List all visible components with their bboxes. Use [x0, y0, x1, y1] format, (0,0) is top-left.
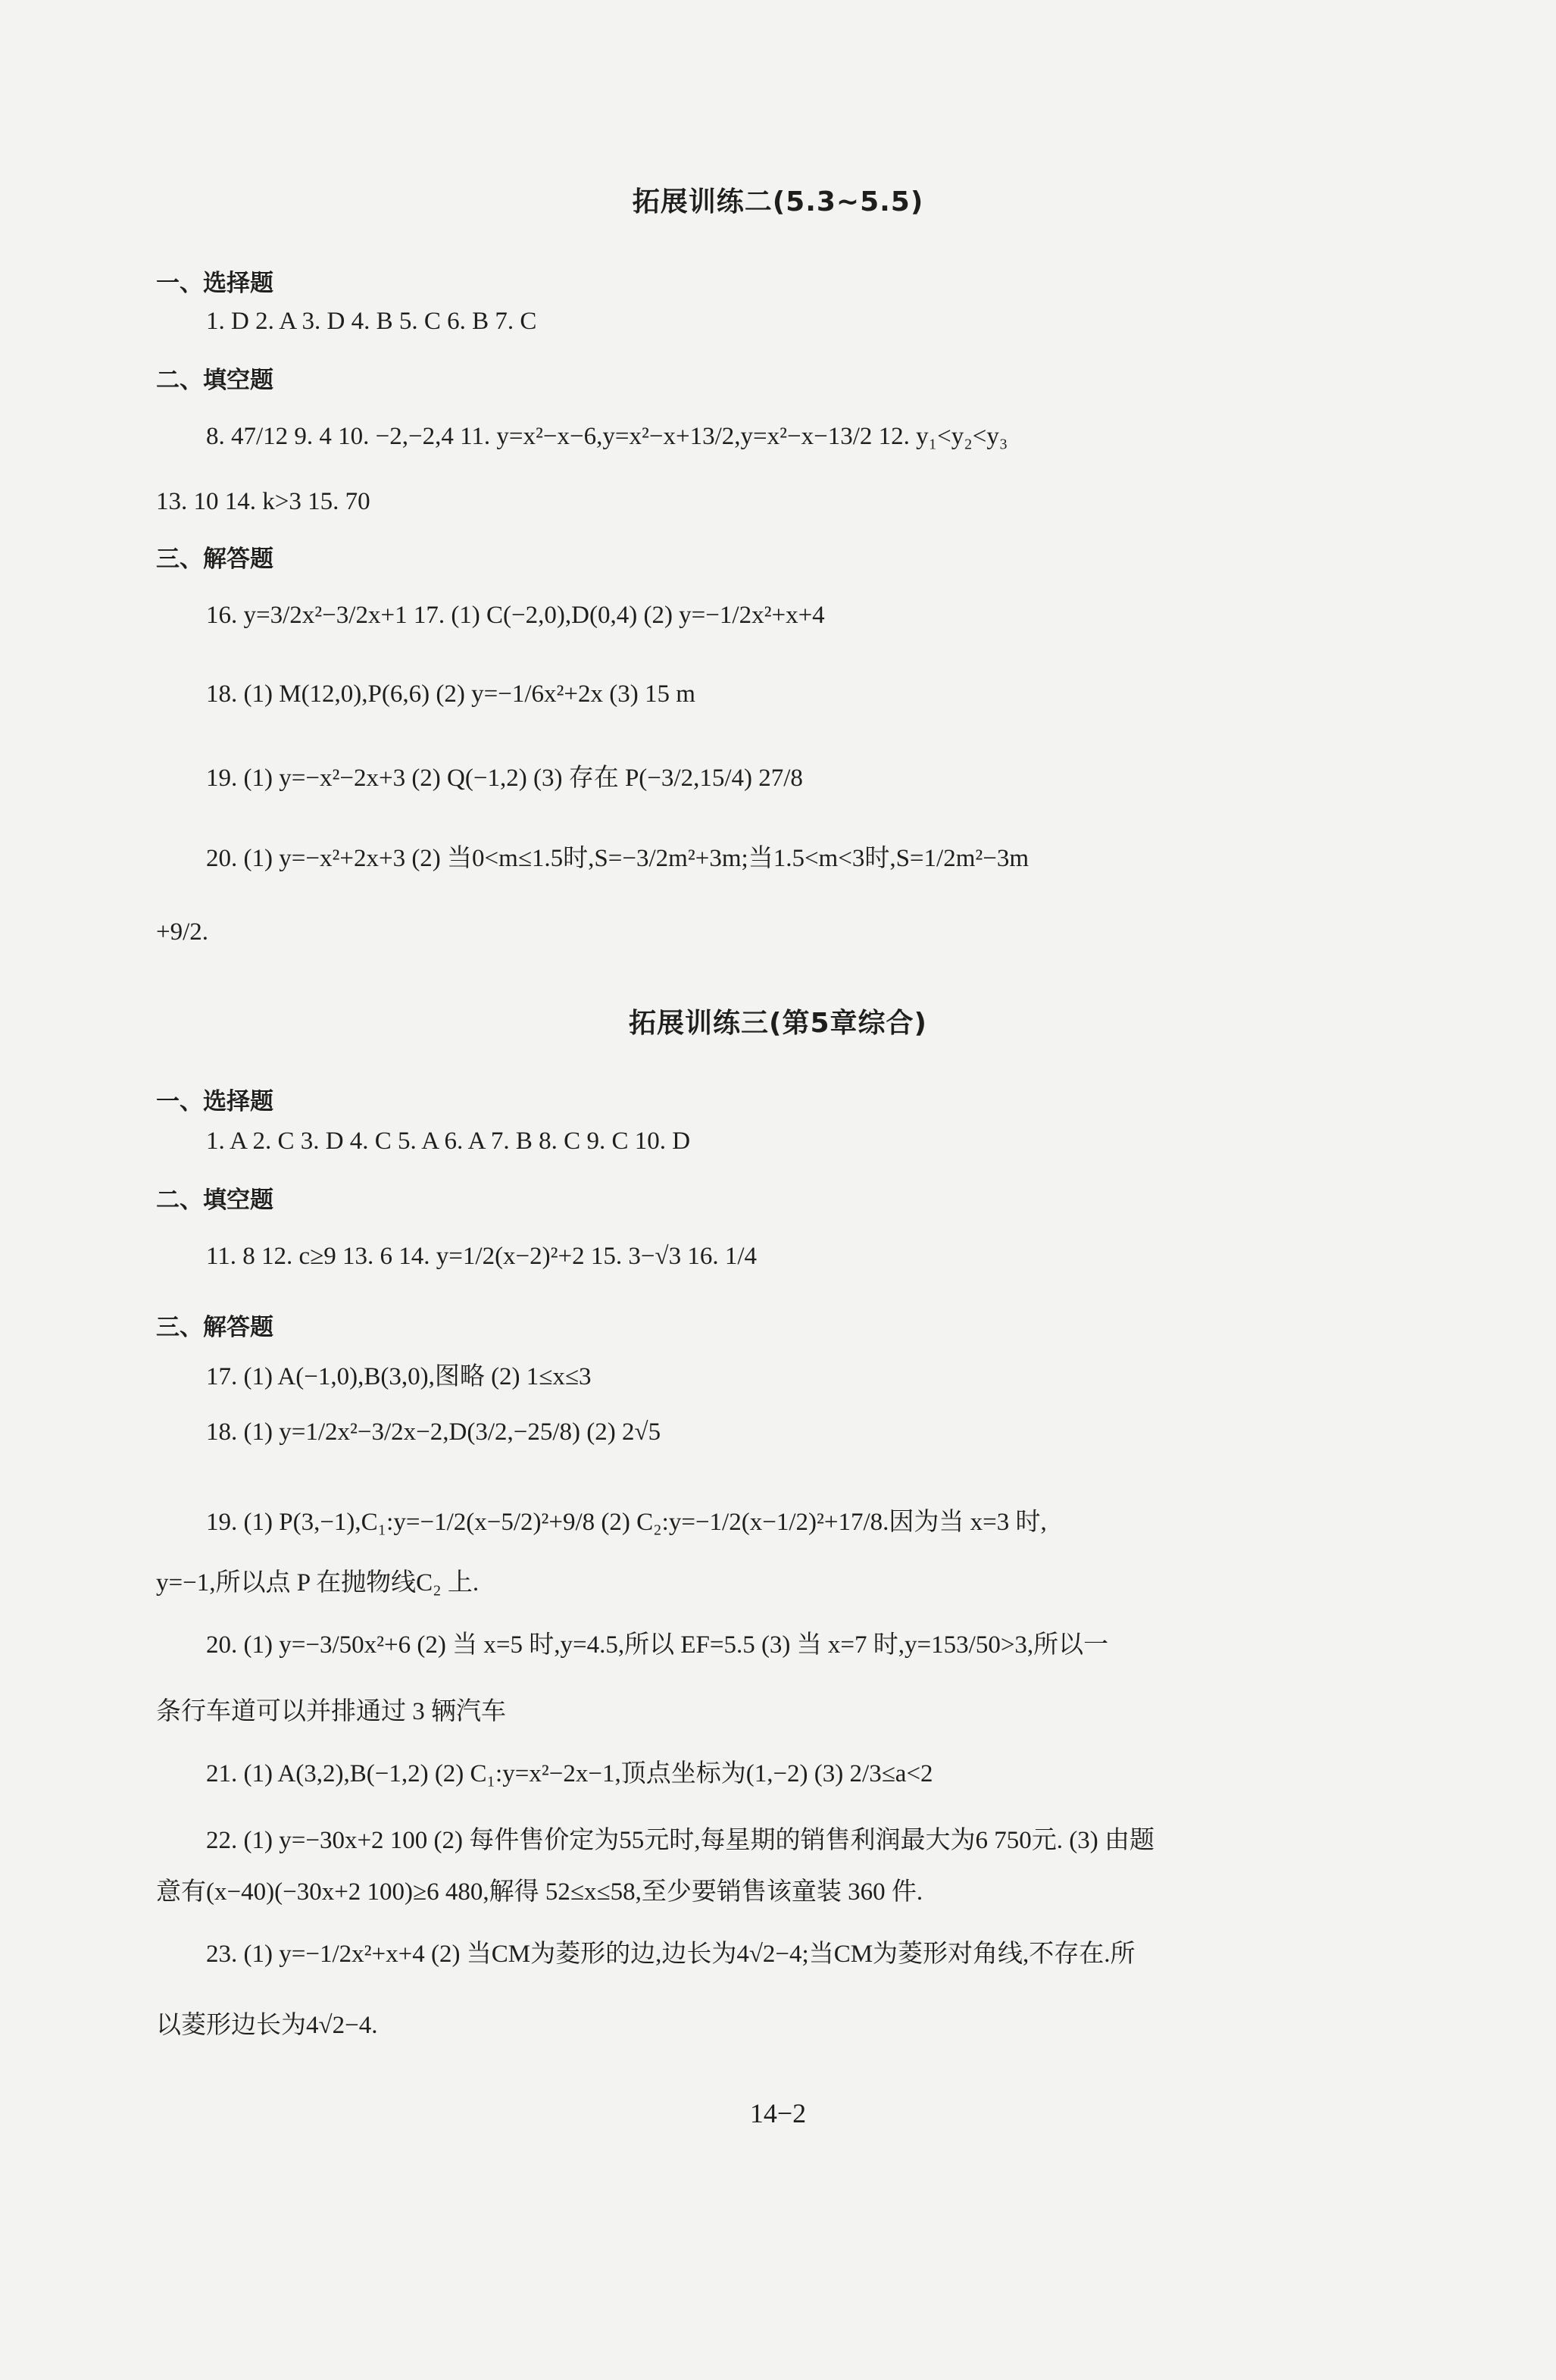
heading-choice-2: 一、选择题	[156, 1088, 273, 1115]
answer-line: 16. y=3/2x²−3/2x+1 17. (1) C(−2,0),D(0,4) (2) y=−1/2x²+x+4	[206, 602, 825, 629]
heading-fill-2: 二、填空题	[156, 1187, 273, 1214]
answer-line: 23. (1) y=−1/2x²+x+4 (2) 当CM为菱形的边,边长为4√2−4;当CM为菱形对角线,不存在.所	[206, 1941, 1136, 1968]
answer-line: 8. 47/12 9. 4 10. −2,−2,4 11. y=x²−x−6,y=x²−x+13/2,y=x²−x−13/2 12. y₁<y₂<y₃	[206, 423, 1008, 450]
heading-fill-1: 二、填空题	[156, 367, 273, 394]
answer-line: 21. (1) A(3,2),B(−1,2) (2) C₁:y=x²−2x−1,顶点坐标为(1,−2) (3) 2/3≤a<2	[206, 1760, 933, 1787]
heading-choice-1: 一、选择题	[156, 270, 273, 297]
answer-line: 20. (1) y=−3/50x²+6 (2) 当 x=5 时,y=4.5,所以 EF=5.5 (3) 当 x=7 时,y=153/50>3,所以一	[206, 1631, 1109, 1659]
answer-line: 18. (1) M(12,0),P(6,6) (2) y=−1/6x²+2x (3) 15 m	[206, 680, 695, 708]
answer-line: 1. D 2. A 3. D 4. B 5. C 6. B 7. C	[206, 308, 537, 335]
answer-line: 意有(x−40)(−30x+2 100)≥6 480,解得 52≤x≤58,至少要销售该童装 360 件.	[156, 1878, 923, 1906]
answer-line: +9/2.	[156, 918, 209, 946]
heading-solve-2: 三、解答题	[156, 1314, 273, 1341]
answer-line: y=−1,所以点 P 在抛物线C₂ 上.	[156, 1569, 480, 1597]
answer-line: 19. (1) y=−x²−2x+3 (2) Q(−1,2) (3) 存在 P(−3/2,15/4) 27/8	[206, 765, 803, 792]
answer-line: 11. 8 12. c≥9 13. 6 14. y=1/2(x−2)²+2 15. 3−√3 16. 1/4	[206, 1243, 758, 1270]
answer-line: 19. (1) P(3,−1),C₁:y=−1/2(x−5/2)²+9/8 (2) C₂:y=−1/2(x−1/2)²+17/8.因为当 x=3 时,	[206, 1509, 1047, 1536]
answer-line: 18. (1) y=1/2x²−3/2x−2,D(3/2,−25/8) (2) 2√5	[206, 1418, 661, 1446]
answer-line: 22. (1) y=−30x+2 100 (2) 每件售价定为55元时,每星期的销售利润最大为6 750元. (3) 由题	[206, 1827, 1155, 1854]
answer-line: 条行车道可以并排通过 3 辆汽车	[156, 1698, 506, 1725]
page-number: 14−2	[749, 2098, 807, 2128]
answer-line: 20. (1) y=−x²+2x+3 (2) 当0<m≤1.5时,S=−3/2m²+3m;当1.5<m<3时,S=1/2m²−3m	[206, 845, 1030, 872]
answer-line: 17. (1) A(−1,0),B(3,0),图略 (2) 1≤x≤3	[206, 1363, 592, 1390]
heading-solve-1: 三、解答题	[156, 546, 273, 573]
section-title-2: 拓展训练二(5.3~5.5)	[632, 186, 924, 217]
answer-line: 以菱形边长为4√2−4.	[156, 2012, 378, 2039]
answer-line: 13. 10 14. k>3 15. 70	[156, 488, 370, 515]
section-title-3: 拓展训练三(第5章综合)	[629, 1008, 927, 1039]
answer-line: 1. A 2. C 3. D 4. C 5. A 6. A 7. B 8. C 9. C 10. D	[206, 1127, 691, 1155]
